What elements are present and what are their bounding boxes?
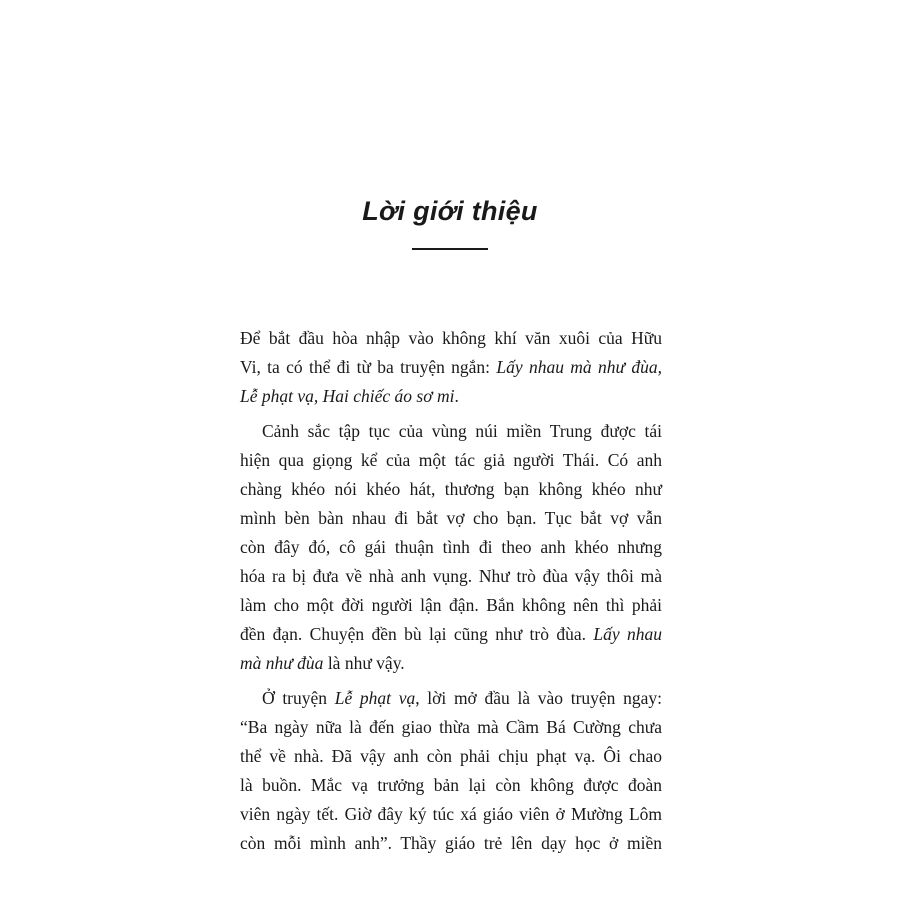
text-run: viên ngày tết. Giờ đây ký túc xá giáo viên ở Mường Lôm: [240, 804, 662, 824]
text-run: Để bắt đầu hòa nhập vào không khí văn xuôi của Hữu: [240, 328, 662, 348]
paragraph: [240, 324, 662, 411]
text-line: [240, 382, 662, 411]
text-run: thể về nhà. Đã vậy anh còn phải chịu phạt vạ. Ôi chao: [240, 746, 662, 766]
text-line: [240, 446, 662, 475]
text-run: , lời mở đầu là vào truyện ngay:: [415, 688, 662, 708]
text-run: là buồn. Mắc vạ trưởng bản lại còn không được đoàn: [240, 775, 662, 795]
text-run: Ở truyện: [262, 688, 335, 708]
text-run: Cảnh sắc tập tục của vùng núi miền Trung được tái: [262, 421, 662, 441]
text-line: [240, 324, 662, 353]
italic-title-text: Lấy nhau mà như đùa,: [496, 357, 662, 377]
text-run: .: [454, 386, 459, 406]
page-title: Lời giới thiệu: [362, 196, 538, 226]
body-text: [240, 324, 662, 858]
text-line: [240, 475, 662, 504]
italic-title-text: Lễ phạt vạ, Hai chiếc áo sơ mi: [240, 386, 455, 406]
text-line: [240, 591, 662, 620]
italic-title-text: mà như đùa: [240, 653, 324, 673]
paragraph: [240, 417, 662, 678]
text-run: “Ba ngày nữa là đến giao thừa mà Cầm Bá Cường chưa: [240, 717, 662, 737]
text-line: [240, 684, 662, 713]
text-line: [240, 649, 662, 678]
paragraph: [240, 684, 662, 858]
text-run: đền đạn. Chuyện đền bù lại cũng như trò đùa.: [240, 624, 594, 644]
italic-title-text: Lấy nhau: [593, 624, 662, 644]
text-line: [240, 742, 662, 771]
text-run: chàng khéo nói khéo hát, thương bạn không khéo như: [240, 479, 662, 499]
text-run: làm cho một đời người lận đận. Bắn không nên thì phải: [240, 595, 662, 615]
text-run: là như vậy.: [323, 653, 405, 673]
text-line: [240, 620, 662, 649]
text-run: còn đây đó, cô gái thuận tình đi theo anh khéo nhưng: [240, 537, 662, 557]
text-line: [240, 504, 662, 533]
text-run: còn mỗi mình anh”. Thầy giáo trẻ lên dạy học ở miền: [240, 833, 662, 853]
title-underline-divider: [412, 248, 488, 250]
text-line: [240, 713, 662, 742]
text-run: Vi, ta có thể đi từ ba truyện ngắn:: [240, 357, 497, 377]
text-line: [240, 533, 662, 562]
text-line: [240, 353, 662, 382]
text-line: [240, 829, 662, 858]
text-line: [240, 771, 662, 800]
text-line: [240, 800, 662, 829]
text-run: hiện qua giọng kể của một tác giả người Thái. Có anh: [240, 450, 662, 470]
italic-title-text: Lễ phạt vạ: [334, 688, 416, 708]
text-line: [240, 562, 662, 591]
text-line: [240, 417, 662, 446]
text-run: hóa ra bị đưa về nhà anh vụng. Như trò đùa vậy thôi mà: [240, 566, 662, 586]
text-run: mình bèn bàn nhau đi bắt vợ cho bạn. Tục bắt vợ vẫn: [240, 508, 662, 528]
